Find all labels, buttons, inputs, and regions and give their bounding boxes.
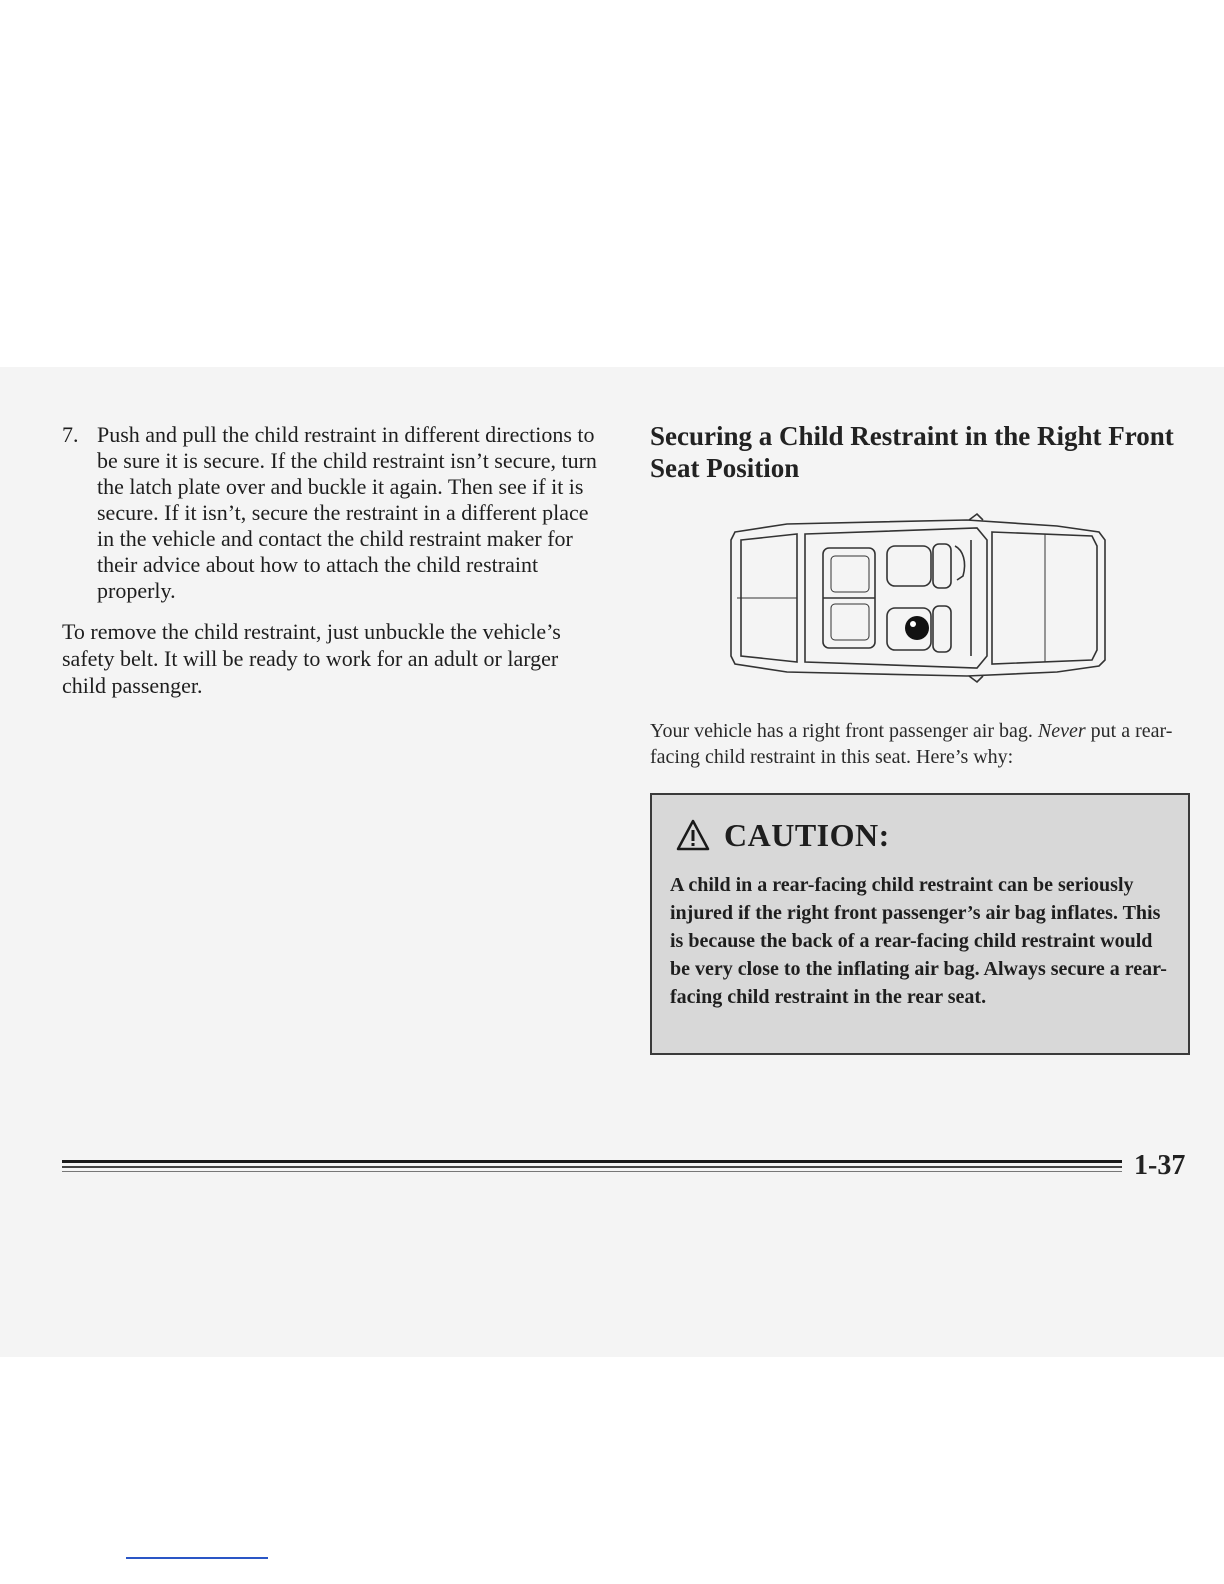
- remove-restraint-paragraph: To remove the child restraint, just unbuckle the vehicle’s safety belt. It will be ready to work for an adult or larger child passenger.: [62, 619, 561, 698]
- page-number: 1-37: [1134, 1150, 1186, 1181]
- footer-rule: [62, 1160, 1122, 1174]
- link-underline: [126, 1557, 268, 1559]
- airbag-paragraph: [650, 718, 1190, 770]
- caution-header: [676, 813, 890, 857]
- step-number: 7.: [62, 422, 79, 447]
- section-heading: Securing a Child Restraint in the Right Front Seat Position: [650, 421, 1174, 483]
- caution-text: A child in a rear-facing child restraint can be seriously injured if the right front passenger’s air bag inflates. This is because the back of a rear-facing child restraint would be very close to the inflating air bag. Always secure a rear-facing child restraint in the rear seat.: [670, 874, 1167, 1008]
- numbered-step: [62, 422, 607, 604]
- warning-triangle-icon: [676, 819, 710, 851]
- never-emphasis: Never: [1037, 720, 1086, 742]
- step-text: Push and pull the child restraint in different directions to be sure it is secure. If the child restraint isn’t secure, turn the latch plate over and buckle it again. Then see if it is secure. If it isn’t, secure the restraint in a different place in the vehicle and contact the child restraint maker for their advice about how to attach the child restraint properly.: [97, 422, 597, 603]
- caution-title: CAUTION:: [724, 816, 890, 853]
- airbag-text-part2: put a rear-facing child restraint in this seat. Here’s why:: [650, 720, 1173, 768]
- caution-box: [650, 793, 1190, 1055]
- car-top-view-illustration: [727, 510, 1112, 685]
- airbag-text-part1: Your vehicle has a right front passenger air bag.: [650, 720, 1038, 742]
